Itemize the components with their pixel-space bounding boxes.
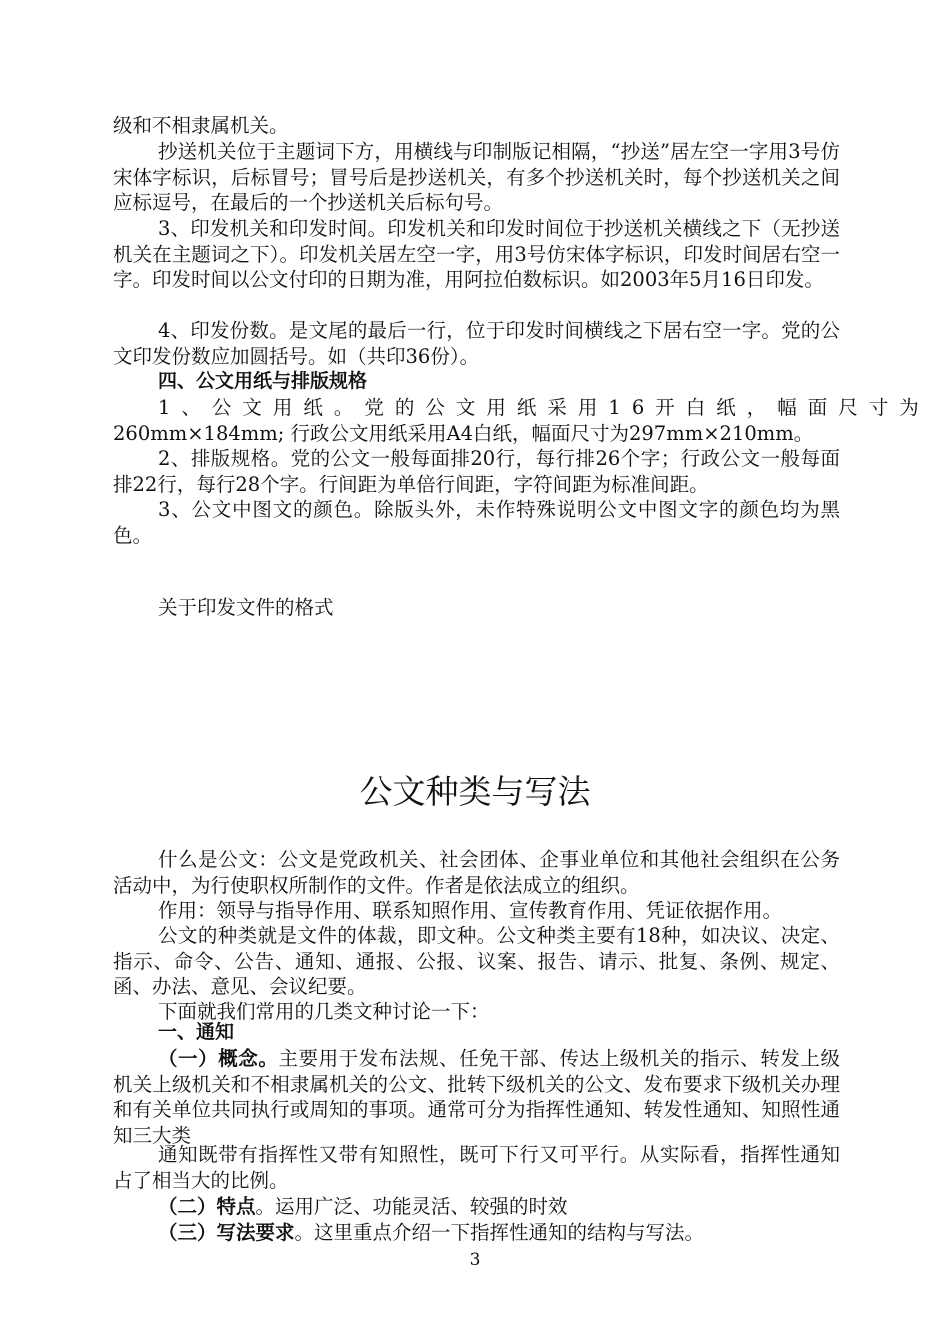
heading-notice: 一、通知 [158, 1021, 235, 1043]
paragraph-types: 公文的种类就是文件的体裁，即文种。公文种类主要有18种，如决议、决定、指示、命令、公告、通知、通报、公报、议案、报告、请示、批复、条例、规定、函、办法、意见、会议纪要。 [113, 924, 840, 998]
concept-label: （一）概念。 [158, 1047, 279, 1070]
paragraph-what-is: 什么是公文：公文是党政机关、社会团体、企事业单位和其他社会组织在公务活动中，为行使职权所制作的文件。作者是依法成立的组织。 [113, 848, 840, 897]
paragraph-issuing-organ-time: 3、印发机关和印发时间。印发机关和印发时间位于抄送机关横线之下（无抄送机关在主题词之下）。印发机关居左空一字，用3号仿宋体字标识，印发时间居右空一字。印发时间以公文付印的日期为准，用阿拉伯数标识。如2003年5月16日印发。 [113, 217, 840, 291]
paragraph-paper-line2: 260mm×184mm; 行政公文用纸采用A4白纸，幅面尺寸为297mm×210mm。 [113, 422, 814, 445]
method-label: （三）写法要求 [158, 1221, 295, 1244]
paragraph-features [113, 1194, 840, 1220]
paragraph-continuation: 级和不相隶属机关。 [113, 114, 289, 137]
heading-paper-layout: 四、公文用纸与排版规格 [158, 370, 368, 392]
paragraph-notice-nature: 通知既带有指挥性又带有知照性，既可下行又可平行。从实际看，指挥性通知占了相当大的比例。 [113, 1143, 840, 1192]
method-text: 。这里重点介绍一下指挥性通知的结构与写法。 [294, 1221, 705, 1244]
feature-text: 。运用广泛、功能灵活、较强的时效 [255, 1195, 568, 1218]
paragraph-print-copies: 4、印发份数。是文尾的最后一行，位于印发时间横线之下居右空一字。党的公文印发份数应加圆括号。如（共印36份）。 [113, 319, 840, 368]
paragraph-writing [113, 1220, 840, 1246]
paragraph-paper-line1: 1、公文用纸。党的公文用纸采用16开白纸，幅面尺寸为 [158, 396, 930, 419]
note-line: 关于印发文件的格式 [158, 596, 334, 619]
feature-label: （二）特点 [158, 1195, 256, 1218]
paragraph-layout-spec: 2、排版规格。党的公文一般每面排20行，每行排26个字；行政公文一般每面排22行，每行28个字。行间距为单倍行间距，字符间距为标准间距。 [113, 447, 840, 496]
page-number: 3 [469, 1250, 481, 1270]
paragraph-discussion: 下面就我们常用的几类文种讨论一下： [158, 1000, 490, 1023]
paragraph-functions: 作用：领导与指导作用、联系知照作用、宣传教育作用、凭证依据作用。 [158, 899, 783, 922]
concept-text: 主要用于发布法规、任免干部、传达上级机关的指示、转发上级机关上级机关和不相隶属机关的公文、批转下级机关的公文、发布要求下级机关办理和有关单位共同执行或周知的事项。通常可分为指挥性通知、转发性通知、知照性通知三大类 [113, 1047, 840, 1147]
section-title: 公文种类与写法 [359, 772, 591, 811]
paragraph-concept [113, 1046, 840, 1148]
paragraph-cc-organs: 抄送机关位于主题词下方，用横线与印制版记相隔，“抄送”居左空一字用3号仿宋体字标识，后标冒号；冒号后是抄送机关，有多个抄送机关时，每个抄送机关之间应标逗号，在最后的一个抄送机关后标句号。 [113, 140, 840, 214]
paragraph-color: 3、公文中图文的颜色。除版头外，未作特殊说明公文中图文字的颜色均为黑色。 [113, 498, 840, 547]
